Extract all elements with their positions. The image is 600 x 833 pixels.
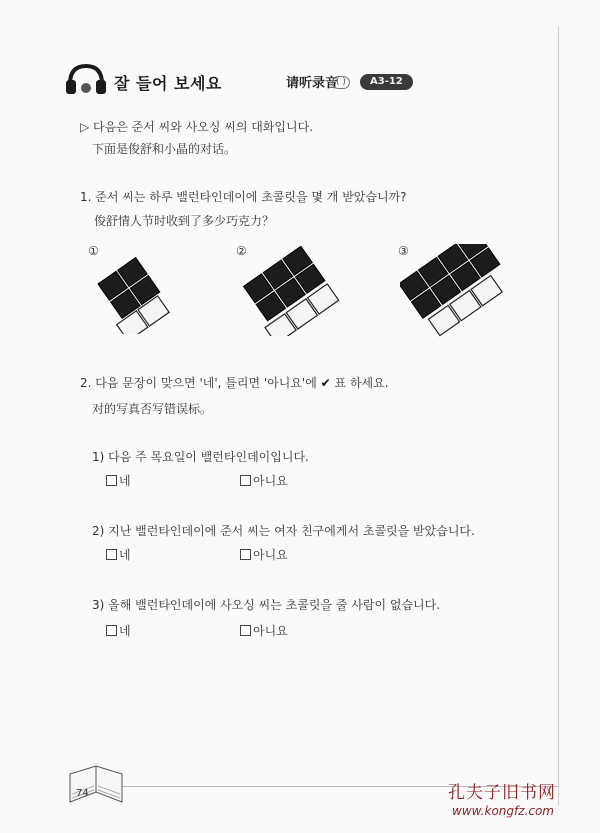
item-1-no-option[interactable] bbox=[240, 472, 288, 489]
page-subtitle: 请听录音 bbox=[286, 76, 339, 91]
checkbox-icon[interactable] bbox=[106, 625, 117, 636]
check-mark-icon: ✔ bbox=[320, 376, 331, 390]
open-book-icon bbox=[66, 762, 126, 810]
item-2-no-label: 아니요 bbox=[253, 548, 288, 562]
checkbox-icon[interactable] bbox=[240, 625, 251, 636]
instruction-translation: 下面是俊舒和小晶的对话。 bbox=[92, 142, 237, 156]
page-title: 잘 들어 보세요 bbox=[114, 74, 222, 93]
option-2-chocolates-image bbox=[238, 246, 358, 336]
question-2-text-before: 2. 다음 문장이 맞으면 '네', 틀리면 '아니요'에 bbox=[80, 376, 317, 390]
watermark-chinese: 孔夫子旧书网 bbox=[448, 783, 556, 803]
checkbox-icon[interactable] bbox=[106, 475, 117, 486]
question-1-text: 1. 준서 씨는 하루 밸런타인데이에 초콜릿을 몇 개 받았습니까? bbox=[80, 190, 407, 204]
true-false-item-3: 3) 올해 밸런타인데이에 사오싱 씨는 초콜릿을 줄 사람이 없습니다. bbox=[92, 598, 441, 612]
item-1-yes-label: 네 bbox=[119, 474, 131, 488]
question-1-translation: 俊舒情人节时收到了多少巧克力？ bbox=[94, 214, 275, 228]
checkbox-icon[interactable] bbox=[106, 549, 117, 560]
checkbox-icon[interactable] bbox=[240, 475, 251, 486]
item-3-yes-option[interactable] bbox=[106, 622, 131, 639]
question-2-text bbox=[80, 374, 389, 391]
watermark-url: www.kongfz.com bbox=[452, 804, 554, 818]
option-3-number: ③ bbox=[398, 244, 409, 258]
item-3-no-label: 아니요 bbox=[253, 624, 288, 638]
question-2-text-after: 표 하세요. bbox=[334, 376, 389, 390]
item-3-yes-label: 네 bbox=[119, 624, 131, 638]
instruction-text: ▷ 다음은 준서 씨와 사오싱 씨의 대화입니다. bbox=[80, 120, 313, 134]
question-2-translation: 对的写真否写错误标。 bbox=[92, 402, 213, 416]
item-2-no-option[interactable] bbox=[240, 546, 288, 563]
checkbox-icon[interactable] bbox=[240, 549, 251, 560]
item-3-no-option[interactable] bbox=[240, 622, 288, 639]
item-2-yes-label: 네 bbox=[119, 548, 131, 562]
true-false-item-2: 2) 지난 밸런타인데이에 준서 씨는 여자 친구에게서 초콜릿을 받았습니다. bbox=[92, 524, 475, 538]
headphones-icon bbox=[64, 62, 108, 98]
true-false-item-1: 1) 다음 주 목요일이 밸런타인데이입니다. bbox=[92, 450, 309, 464]
option-1-chocolates-image bbox=[92, 248, 192, 334]
item-1-no-label: 아니요 bbox=[253, 474, 288, 488]
option-1-number: ① bbox=[88, 244, 99, 258]
item-1-yes-option[interactable] bbox=[106, 472, 131, 489]
item-2-yes-option[interactable] bbox=[106, 546, 131, 563]
audio-track-badge: A3-12 bbox=[360, 74, 413, 90]
section-header bbox=[64, 62, 424, 98]
page-number: 74 bbox=[76, 788, 89, 799]
track-paren-badge: ( ) bbox=[332, 76, 350, 89]
option-3-chocolates-image bbox=[400, 244, 520, 338]
option-2-number: ② bbox=[236, 244, 247, 258]
